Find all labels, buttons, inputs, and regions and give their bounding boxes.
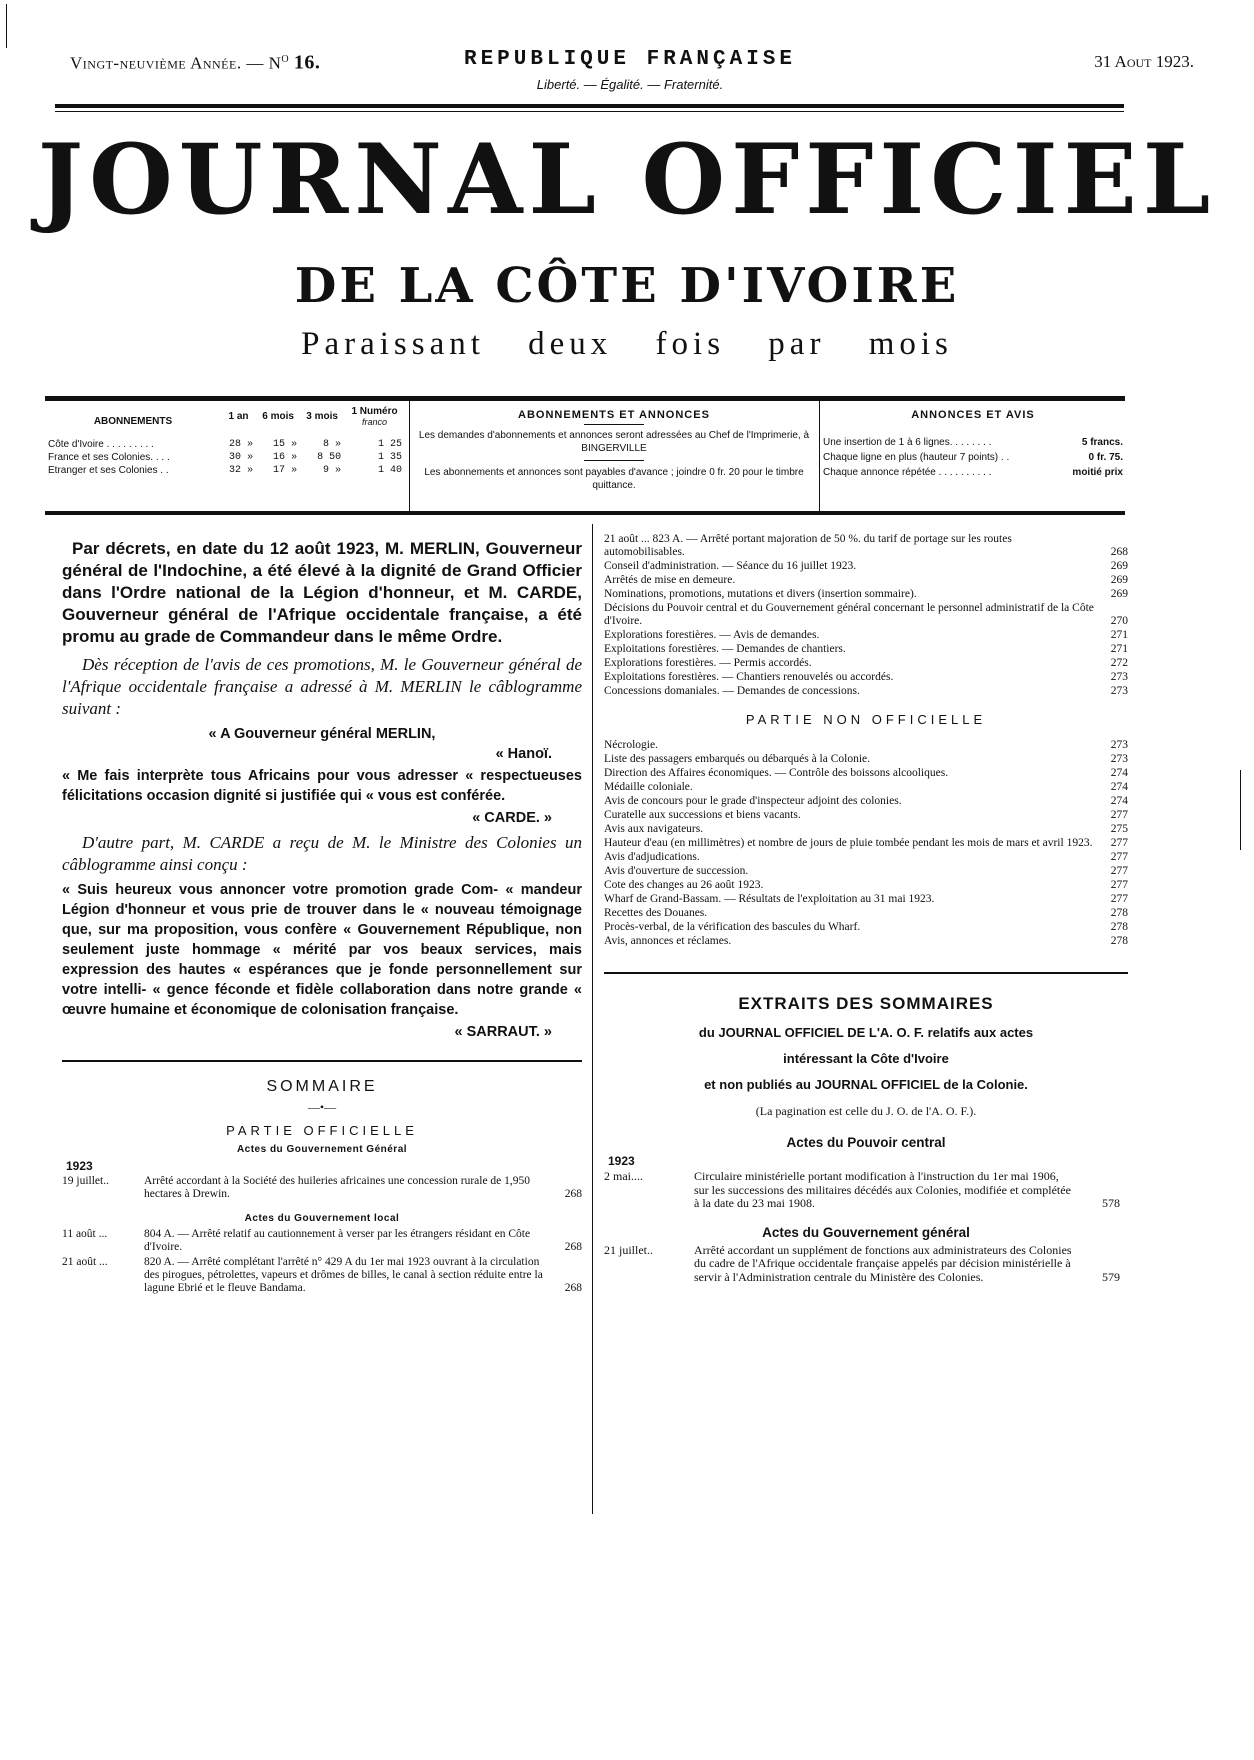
toc-page: 272 (1110, 657, 1128, 669)
toc-page: 271 (1110, 629, 1128, 641)
toc-list (604, 739, 1128, 948)
ditto-mark: » (291, 465, 298, 476)
subscription-middle (409, 401, 819, 511)
journal-subtitle: DE LA CÔTE D'IVOIRE (294, 258, 960, 314)
extrait-entry (604, 1244, 1128, 1285)
price-numero: 1 35 (377, 452, 402, 463)
toc-page: 271 (1110, 643, 1128, 655)
toc-page: 277 (1110, 837, 1128, 849)
divider (55, 104, 1124, 108)
toc-entry (62, 1256, 582, 1295)
toc-page: 278 (1110, 907, 1128, 919)
extrait-date: 2 mai.... (604, 1169, 643, 1183)
price-6-mois: 17 (273, 465, 286, 476)
partie-non-officielle-title: PARTIE NON OFFICIELLE (745, 712, 987, 727)
extraits-subtitle (604, 1020, 1128, 1098)
toc-entry (604, 657, 1128, 670)
toc-text: Wharf de Grand-Bassam. — Résultats de l'exploitation au 31 mai 1923. (604, 893, 935, 905)
cable-body: « Me fais interprète tous Africains pour vous adresser « respectueuses félicitations occasion dignité si justifiée qui « vous est conférée. (62, 768, 582, 804)
ditto-mark: » (247, 439, 254, 450)
toc-text: Nécrologie. (604, 739, 658, 751)
extraits-list (604, 1244, 1128, 1285)
rate-label: Une insertion de 1 à 6 lignes. . . . . . . . (823, 437, 992, 448)
toc-page: 275 (1110, 823, 1128, 835)
col-1-an: 1 an (228, 411, 249, 422)
divider (55, 111, 1124, 112)
extrait-text: Circulaire ministérielle portant modification à l'instruction du 1er mai 1906, sur les successions des militaires décédés aux Colonies, modifiée et complétée à la date du 23 mai 1908. (694, 1169, 1071, 1210)
issue-year: Vingt-neuvième Année. — N (70, 53, 282, 73)
section-heading: Actes du Gouvernement local (244, 1213, 400, 1224)
subscription-box (45, 396, 1125, 515)
issue-number-sup: o (281, 50, 290, 66)
table-row (823, 435, 1123, 450)
left-column (62, 530, 582, 1297)
toc-text: Direction des Affaires économiques. — Contrôle des boissons alcooliques. (604, 767, 949, 779)
row-label: Etranger et ses Colonies . . (48, 465, 169, 476)
publication-frequency: Paraissant deux fois par mois (301, 326, 953, 362)
table-row (823, 450, 1123, 465)
toc-page: 273 (1110, 739, 1128, 751)
price-3-mois: 8 50 (317, 452, 342, 463)
ditto-mark: » (291, 452, 298, 463)
toc-text: Décisions du Pouvoir central et du Gouvernement général concernant le personnel administratif de la Côte d'Ivoire. (604, 602, 1094, 627)
extraits-line: intéressant la Côte d'Ivoire (783, 1051, 949, 1066)
extrait-page: 579 (1102, 1269, 1120, 1284)
right-column (604, 532, 1128, 1286)
toc-page: 277 (1110, 879, 1128, 891)
ditto-mark: » (247, 452, 254, 463)
year-heading: 1923 (66, 1159, 93, 1173)
toc-page: 268 (564, 1241, 582, 1253)
toc-entry (604, 533, 1128, 559)
lead-paragraph: Par décrets, en date du 12 août 1923, M. MERLIN, Gouverneur général de l'Indochine, a été élevé à la dignité de Grand Officier dans l'Ordre national de la Légion d'honneur, et M. CARDE, Gouverneur général de l'Afrique occidentale française, a été promu au grade de Commandeur dans le même Ordre. (62, 539, 582, 646)
toc-page: 278 (1110, 921, 1128, 933)
table-row (823, 465, 1123, 480)
row-label: France et ses Colonies. . . . (48, 452, 170, 463)
toc-entry (604, 629, 1128, 642)
table-row (45, 451, 405, 464)
price-1-an: 32 (229, 465, 242, 476)
toc-page: 268 (1110, 546, 1128, 558)
toc-entry (604, 574, 1128, 587)
toc-entry (62, 1228, 582, 1254)
subscription-table (45, 401, 405, 511)
toc-page: 273 (1110, 685, 1128, 697)
toc-text: Avis d'adjudications. (604, 851, 700, 863)
cable-signature: « SARRAUT. » (454, 1024, 552, 1040)
col-numero: 1 Numéro (351, 406, 398, 417)
col-franco: franco (362, 417, 388, 427)
cablegram-carde (62, 880, 582, 1042)
price-6-mois: 16 (273, 452, 286, 463)
toc-page: 268 (564, 1282, 582, 1294)
pagination-note: (La pagination est celle du J. O. de l'A. O. F.). (755, 1104, 977, 1118)
toc-page: 274 (1110, 795, 1128, 807)
toc-text: Médaille coloniale. (604, 781, 693, 793)
toc-text: Avis aux navigateurs. (604, 823, 704, 835)
ornament: —•— (307, 1100, 337, 1114)
ditto-mark: » (247, 465, 254, 476)
section-heading: Actes du Gouvernement Général (236, 1144, 408, 1155)
section-heading: Actes du Gouvernement général (762, 1224, 970, 1240)
toc-page: 277 (1110, 893, 1128, 905)
toc-entry (604, 809, 1128, 822)
ditto-mark: » (291, 439, 298, 450)
cable-place: « Hanoï. (495, 746, 552, 762)
extrait-page: 578 (1102, 1196, 1120, 1210)
price-6-mois: 15 (273, 439, 286, 450)
toc-text: Exploitations forestières. — Chantiers renouvelés ou accordés. (604, 671, 894, 683)
toc-page: 277 (1110, 851, 1128, 863)
toc-text: Arrêtés de mise en demeure. (604, 574, 736, 586)
extraits-line: et non publiés au JOURNAL OFFICIEL de la Colonie. (704, 1077, 1028, 1092)
toc-text: Hauteur d'eau (en millimètres) et nombre de jours de pluie tombée pendant les mois de mars et avril 1923. (604, 837, 1093, 849)
divider (62, 1060, 582, 1062)
extraits-list (604, 1170, 1128, 1211)
rate-price: 0 fr. 75. (1088, 452, 1123, 463)
ditto-mark: » (335, 465, 342, 476)
toc-text: Avis d'ouverture de succession. (604, 865, 749, 877)
rate-label: Chaque ligne en plus (hauteur 7 points) . . (823, 452, 1010, 463)
table-row (45, 438, 405, 451)
toc-entry (604, 823, 1128, 836)
toc-text: 820 A. — Arrêté complétant l'arrêté n° 429 A du 1er mai 1923 ouvrant à la circulation des pirogues, pétrolettes, vapeurs et drômes de billes, le canal à section réduite entre la lagune Ebrié et le fleuve Bandama. (144, 1256, 543, 1294)
cablegram-merlin (62, 724, 582, 828)
toc-entry (604, 643, 1128, 656)
toc-page: 277 (1110, 865, 1128, 877)
toc-entry (604, 602, 1128, 628)
cable-body: « Suis heureux vous annoncer votre promotion grade Com- « mandeur Légion d'honneur et vous prie de trouver dans le « nouveau témoignage que, sur ma proposition, vous confère « Gouvernement République, non seulement juste hommage « mérité par vos beaux services, mais expression des hautes « espérances que je fonde personnellement sur votre intelli- « gence féconde et fidèle collaboration dans notre grande « œuvre humaine et économique de colonisation française. (62, 882, 582, 1018)
toc-page: 270 (1110, 615, 1128, 627)
price-numero: 1 40 (377, 465, 402, 476)
extrait-date: 21 juillet.. (604, 1242, 653, 1257)
subscription-rates (823, 401, 1123, 511)
ditto-mark: » (335, 439, 342, 450)
price-1-an: 28 (229, 439, 242, 450)
paragraph: Dès réception de l'avis de ces promotions, M. le Gouverneur général de l'Afrique occidentale française a adressé à M. MERLIN le câblogramme suivant : (62, 655, 582, 718)
toc-page: 269 (1110, 574, 1128, 586)
toc-text: Explorations forestières. — Permis accordés. (604, 657, 812, 669)
price-numero: 1 25 (377, 439, 402, 450)
cable-signature: « CARDE. » (472, 810, 552, 826)
toc-entry (604, 671, 1128, 684)
toc-text: Nominations, promotions, mutations et divers (insertion sommaire). (604, 588, 917, 600)
republic-block (410, 48, 850, 92)
rate-label: Chaque annonce répétée . . . . . . . . . . (823, 467, 992, 478)
toc-text: Avis, annonces et réclames. (604, 935, 732, 947)
toc-entry (604, 837, 1128, 850)
toc-text: Conseil d'administration. — Séance du 16 juillet 1923. (604, 560, 857, 572)
toc-page: 274 (1110, 767, 1128, 779)
toc-text: Recettes des Douanes. (604, 907, 708, 919)
middle-heading: ABONNEMENTS ET ANNONCES (518, 409, 710, 421)
toc-entry (604, 588, 1128, 601)
toc-page: 269 (1110, 588, 1128, 600)
republic-title: REPUBLIQUE FRANÇAISE (463, 48, 797, 71)
motto: Liberté. — Égalité. — Fraternité. (536, 77, 724, 92)
section-heading: Actes du Pouvoir central (786, 1135, 946, 1150)
toc-text: 21 août ... 823 A. — Arrêté portant majoration de 50 %. du tarif de portage sur les routes automobilisables. (604, 533, 1012, 558)
toc-list (604, 533, 1128, 698)
price-3-mois: 8 (323, 439, 330, 450)
toc-entry (604, 935, 1128, 948)
toc-page: 273 (1110, 671, 1128, 683)
year-heading: 1923 (608, 1154, 635, 1168)
toc-page: 277 (1110, 809, 1128, 821)
toc-page: 269 (1110, 560, 1128, 572)
toc-date: 11 août ... (62, 1228, 108, 1240)
extraits-title: EXTRAITS DES SOMMAIRES (738, 994, 994, 1013)
toc-text: Arrêté accordant à la Société des huileries africaines une concession rurale de 1,950 hectares à Drewin. (144, 1175, 531, 1200)
toc-entry (604, 921, 1128, 934)
middle-text-address: Les demandes d'abonnements et annonces seront adressées au Chef de l'Imprimerie, à BINGERVILLE (418, 430, 810, 454)
toc-entry (604, 865, 1128, 878)
toc-entry (604, 685, 1128, 698)
rates-heading: ANNONCES ET AVIS (911, 409, 1035, 421)
margin-line (1240, 770, 1241, 850)
toc-entry (604, 781, 1128, 794)
rate-price: moitié prix (1072, 467, 1123, 478)
toc-entry (604, 851, 1128, 864)
toc-entry (604, 795, 1128, 808)
subscription-heading: ABONNEMENTS (93, 415, 173, 427)
toc-entry (604, 879, 1128, 892)
toc-text: Cote des changes au 26 août 1923. (604, 879, 764, 891)
col-6-mois: 6 mois (262, 411, 294, 422)
toc-text: Exploitations forestières. — Demandes de chantiers. (604, 643, 846, 655)
rate-price: 5 francs. (1081, 437, 1123, 448)
toc-entry (604, 767, 1128, 780)
toc-text: Avis de concours pour le grade d'inspecteur adjoint des colonies. (604, 795, 902, 807)
toc-entry (604, 739, 1128, 752)
paragraph: D'autre part, M. CARDE a reçu de M. le Ministre des Colonies un câblogramme ainsi conçu : (62, 833, 582, 874)
toc-text: Concessions domaniales. — Demandes de concessions. (604, 685, 860, 697)
toc-entry (604, 893, 1128, 906)
toc-text: 804 A. — Arrêté relatif au cautionnement à verser par les étrangers résidant en Côte d'Ivoire. (144, 1228, 531, 1253)
margin-line (6, 4, 7, 48)
price-3-mois: 9 (323, 465, 330, 476)
journal-title: JOURNAL OFFICIEL (37, 123, 1217, 236)
extrait-entry (604, 1170, 1128, 1211)
cable-addressee: « A Gouverneur général MERLIN, (208, 726, 436, 742)
extrait-text: Arrêté accordant un supplément de fonctions aux administrateurs des Colonies du cadre de l'Afrique occidentale française appelés par décision ministérielle à servir à l'Administration centrale du Ministère des Colonies. (694, 1242, 1072, 1284)
toc-text: Liste des passagers embarqués ou débarqués à la Colonie. (604, 753, 871, 765)
toc-page: 273 (1110, 753, 1128, 765)
toc-date: 21 août ... (62, 1256, 108, 1268)
toc-entry (62, 1175, 582, 1201)
partie-officielle-title: PARTIE OFFICIELLE (226, 1123, 418, 1138)
price-1-an: 30 (229, 452, 242, 463)
divider (604, 972, 1128, 974)
toc-date: 19 juillet.. (62, 1175, 109, 1187)
issue-date: 31 Aout 1923. (1094, 52, 1194, 71)
divider (819, 401, 820, 511)
issue-info (70, 50, 320, 75)
toc-page: 268 (564, 1188, 582, 1200)
toc-entry (604, 907, 1128, 920)
row-label: Côte d'Ivoire . . . . . . . . . (48, 439, 154, 450)
toc-entry (604, 560, 1128, 573)
toc-list (62, 1175, 582, 1201)
toc-entry (604, 753, 1128, 766)
col-3-mois: 3 mois (306, 411, 338, 422)
table-row (45, 464, 405, 477)
toc-text: Curatelle aux successions et biens vacants. (604, 809, 801, 821)
sommaire-title: SOMMAIRE (266, 1078, 378, 1095)
toc-page: 274 (1110, 781, 1128, 793)
toc-text: Explorations forestières. — Avis de demandes. (604, 629, 820, 641)
top-header (70, 48, 1194, 92)
toc-text: Procès-verbal, de la vérification des bascules du Wharf. (604, 921, 861, 933)
column-divider (592, 524, 593, 1514)
middle-text-payment: Les abonnements et annonces sont payables d'avance ; joindre 0 fr. 20 pour le timbre quittance. (424, 467, 804, 491)
toc-list (62, 1228, 582, 1295)
toc-page: 278 (1110, 935, 1128, 947)
issue-number: 16. (293, 51, 321, 74)
extraits-line: du JOURNAL OFFICIEL DE L'A. O. F. relatifs aux actes (698, 1025, 1034, 1040)
